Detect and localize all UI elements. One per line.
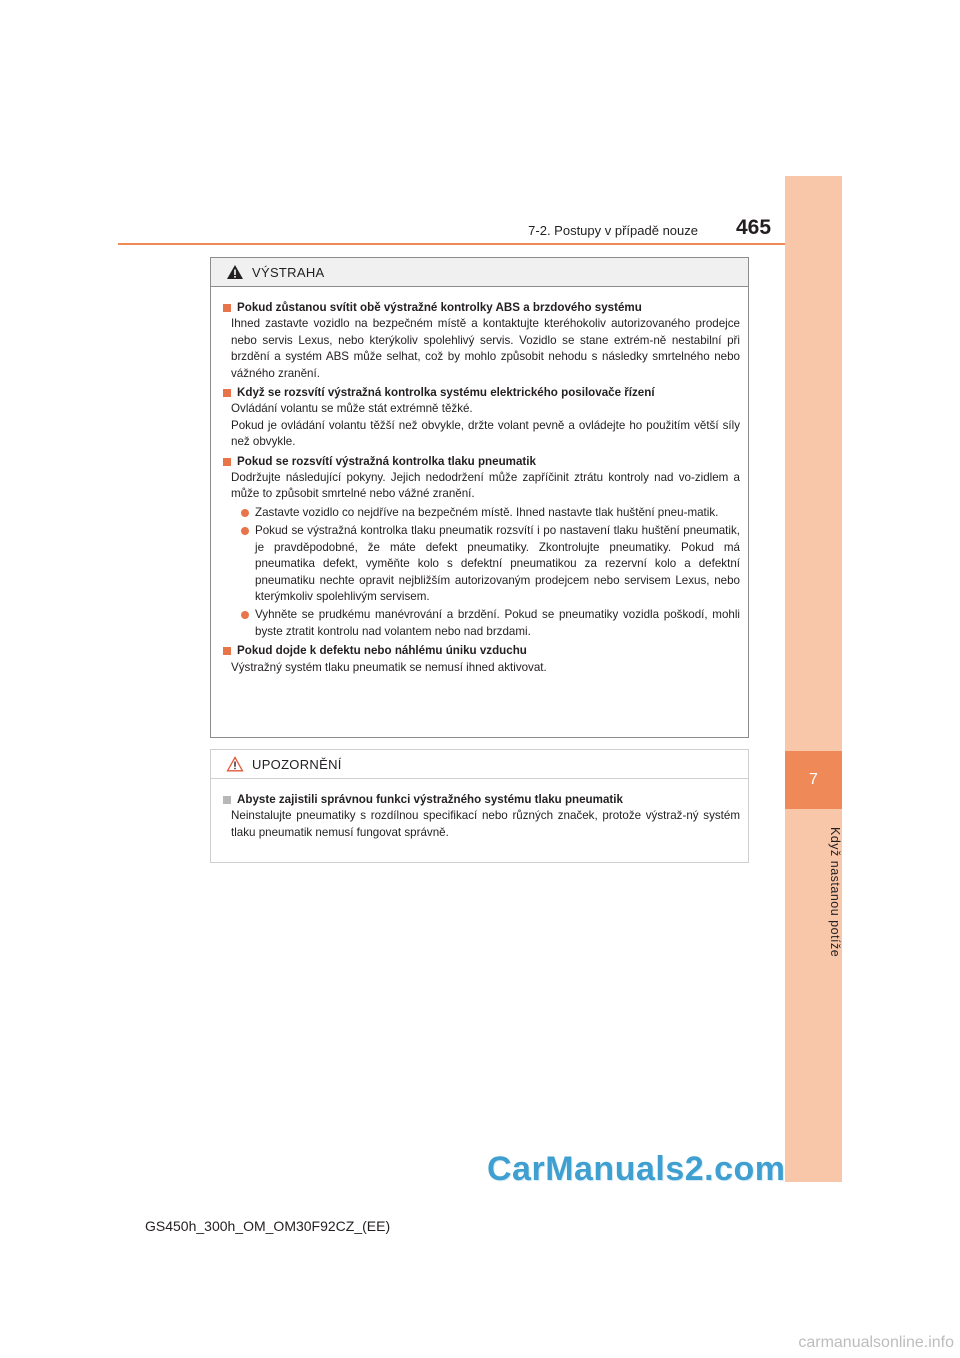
round-bullet-icon <box>241 509 249 517</box>
warning-box-header <box>211 258 748 287</box>
chapter-number: 7 <box>785 751 842 809</box>
section-heading-text: Když se rozsvítí výstražná kontrolka systému elektrického posilovače řízení <box>237 386 655 400</box>
section-body <box>223 660 740 676</box>
section-heading-text: Pokud dojde k defektu nebo náhlému úniku vzduchu <box>237 644 527 658</box>
section-heading-text: Abyste zajistili správnou funkci výstražného systému tlaku pneumatik <box>237 793 623 806</box>
section-heading <box>223 300 740 316</box>
section-heading <box>223 454 740 470</box>
body-paragraph: Pokud je ovládání volantu těžší než obvykle, držte volant pevně a ovládejte ho použitím větší síly než obvykle. <box>231 418 740 449</box>
notice-box-title: UPOZORNĚNÍ <box>252 756 342 772</box>
square-bullet-icon <box>223 304 231 312</box>
bullet-text: Pokud se výstražná kontrolka tlaku pneumatik rozsvítí i po nastavení tlaku huštění pneumatik, je pravděpodobné, že máte defekt pneumatiky. Zkontrolujte pneumatiky. Pokud má pneumatika defekt, vyměňte kolo s defektní pneumatikou za rezervní kolo a defektní pneumatiku nechte opravit nejbližším autorizovaným prodejcem nebo servisem Lexus, nebo kterýmkoliv spolehlivým servisem. <box>255 524 740 603</box>
notice-box-content <box>211 779 748 841</box>
warning-box <box>210 257 749 738</box>
chapter-side-tab <box>785 176 842 1182</box>
body-paragraph: Neinstalujte pneumatiky s rozdílnou specifikací nebo různých značek, protože výstraž-ný systém tlaku pneumatik nemusí fungovat správně. <box>231 809 740 839</box>
section-heading <box>223 643 740 659</box>
square-bullet-icon <box>223 458 231 466</box>
watermark-carmanuals2: CarManuals2.com <box>487 1150 786 1188</box>
document-code: GS450h_300h_OM_OM30F92CZ_(EE) <box>145 1218 391 1234</box>
round-bullet-icon <box>241 611 249 619</box>
bullet-text: Zastavte vozidlo co nejdříve na bezpečném místě. Ihned nastavte tlak huštění pneu-matik. <box>255 505 719 519</box>
bullet-item <box>241 523 740 605</box>
warning-box-content <box>211 287 748 676</box>
section-heading <box>223 385 740 401</box>
warning-box-title: VÝSTRAHA <box>252 264 325 280</box>
page-number: 465 <box>736 216 772 239</box>
chapter-title: Když nastanou potíže <box>828 827 842 958</box>
square-bullet-icon <box>223 389 231 397</box>
body-paragraph: Dodržujte následující pokyny. Jejich nedodržení může zapříčinit ztrátu kontroly nad vo-zidlem a může to způsobit smrtelné nebo vážné zranění. <box>231 471 740 501</box>
section-body <box>223 808 740 841</box>
bullet-item <box>241 505 740 521</box>
body-paragraph: Výstražný systém tlaku pneumatik se nemusí ihned aktivovat. <box>231 660 547 674</box>
section-heading-text: Pokud zůstanou svítit obě výstražné kontrolky ABS a brzdového systému <box>237 301 642 314</box>
watermark-carmanualsonline: carmanualsonline.info <box>798 1334 954 1351</box>
header-rule <box>118 243 785 245</box>
section-heading <box>223 792 740 808</box>
section-title: 7-2. Postupy v případě nouze <box>528 223 698 238</box>
notice-box <box>210 749 749 863</box>
section-body <box>223 316 740 382</box>
caution-triangle-icon <box>226 756 244 772</box>
section-body <box>223 401 740 450</box>
bullet-text: Vyhněte se prudkému manévrování a brzdění. Pokud se pneumatiky vozidla poškodí, mohli byste ztratit kontrolu nad volantem nebo nad brzdami. <box>255 608 740 638</box>
square-bullet-icon <box>223 647 231 655</box>
body-paragraph: Ovládání volantu se může stát extrémně těžké. <box>231 402 473 416</box>
square-bullet-icon <box>223 796 231 804</box>
section-heading-text: Pokud se rozsvítí výstražná kontrolka tlaku pneumatik <box>237 454 536 468</box>
round-bullet-icon <box>241 527 249 535</box>
section-body <box>223 470 740 640</box>
notice-box-header <box>211 750 748 779</box>
body-paragraph: Ihned zastavte vozidlo na bezpečném místě a kontaktujte kteréhokoliv autorizovaného prodejce nebo servis Lexus, nebo kterýkoliv spolehlivý servis. Vozidlo se stane extrém-ně nestabilní při brzdění a systém ABS může selhat, což by mohlo způsobit nehodu s následky smrtelného nebo vážného zranění. <box>231 317 740 380</box>
bullet-item <box>241 607 740 640</box>
warning-triangle-icon <box>226 264 244 280</box>
bullet-list <box>231 505 740 640</box>
